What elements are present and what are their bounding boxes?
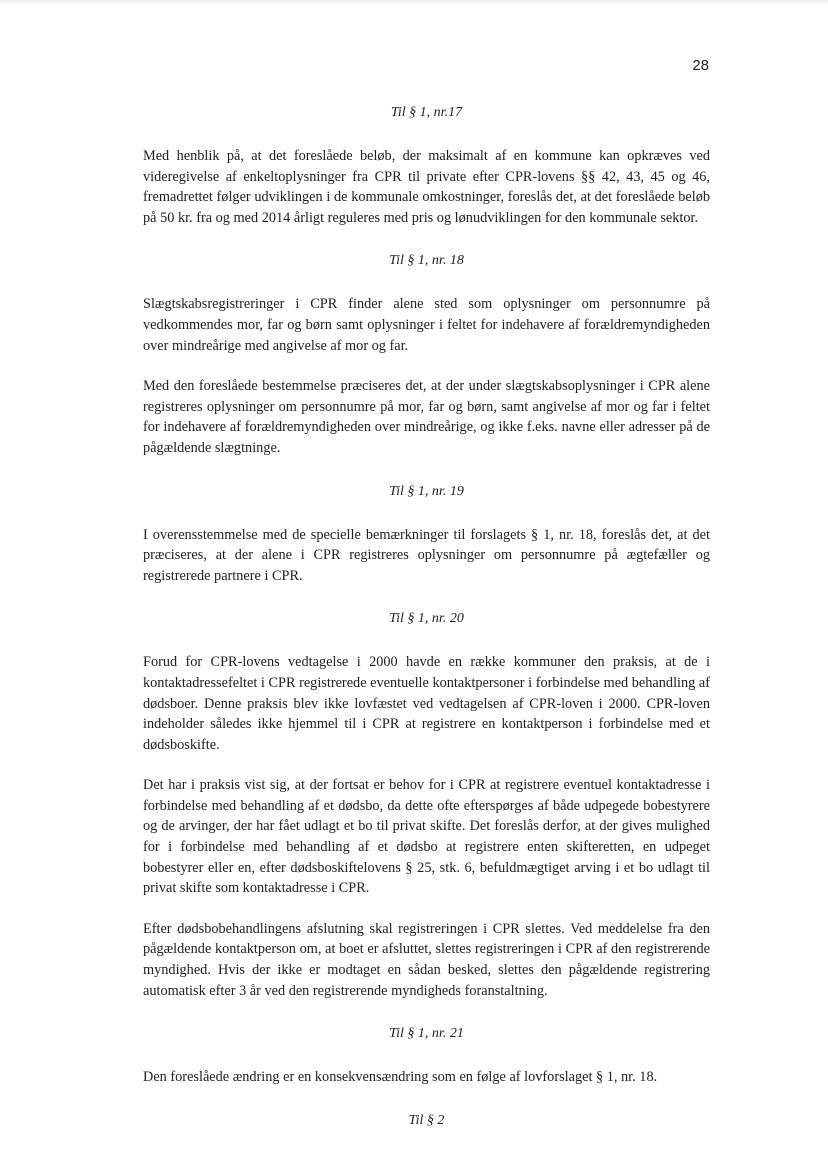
paragraph: Forud for CPR-lovens vedtagelse i 2000 havde en række kommuner den praksis, at de i kontaktadressefeltet i CPR registrerede eventuelle kontaktpersoner i forbindelse med behandling af dødsboer. Denne praksis blev ikke lovfæstet ved vedtagelsen af CPR-loven i 2000. CPR-loven indeholder således ikke hjemmel til i CPR at registrere en kontaktperson i forbindelse med et dødsboskifte. bbox=[143, 654, 710, 753]
paragraph: I overensstemmelse med de specielle bemærkninger til forslagets § 1, nr. 18, foreslås det, at det præciseres, at der alene i CPR registreres oplysninger om personnumre på ægtefæller og registrerede partnere i CPR. bbox=[143, 526, 710, 584]
section-heading: Til § 1, nr. 18 bbox=[389, 253, 464, 269]
section-paragraph-2 bbox=[143, 1111, 710, 1131]
page-number: 28 bbox=[692, 57, 709, 74]
section-heading: Til § 1, nr. 21 bbox=[389, 1026, 464, 1042]
section-nr-18 bbox=[143, 251, 710, 481]
document-body bbox=[143, 103, 710, 1131]
section-nr-17 bbox=[143, 103, 710, 251]
paragraph: Slægtskabsregistreringer i CPR finder alene sted som oplysninger om personnumre på vedkommendes mor, far og børn samt oplysninger i feltet for indehavere af forældremyndigheden over mindreårige med angivelse af mor og far. bbox=[143, 296, 710, 354]
section-nr-19 bbox=[143, 482, 710, 610]
paragraph: Den foreslåede ændring er en konsekvensændring som en følge af lovforslaget § 1, nr. 18. bbox=[143, 1069, 658, 1086]
section-heading: Til § 1, nr. 20 bbox=[389, 611, 464, 627]
section-nr-20 bbox=[143, 609, 710, 1024]
paragraph: Det har i praksis vist sig, at der fortsat er behov for i CPR at registrere eventuel kontaktadresse i forbindelse med behandling af et dødsbo, da dette ofte efterspørges af både udpegede bobestyrere og de arvinger, der har fået udlagt et bo til privat skifte. Det foreslås derfor, at der gives mulighed for i forbindelse med behandling af et dødsbo at registrere enten skifteretten, en udpeget bobestyrer eller en, efter dødsboskiftelovens § 25, stk. 6, befuldmægtiget arving i et bo udlagt til privat skifte som kontaktadresse i CPR. bbox=[143, 777, 710, 897]
section-heading: Til § 1, nr. 19 bbox=[389, 483, 464, 499]
section-heading: Til § 2 bbox=[408, 1112, 445, 1128]
paragraph: Med henblik på, at det foreslåede beløb, der maksimalt af en kommune kan opkræves ved videregivelse af enkeltoplysninger fra CPR til private efter CPR-lovens §§ 42, 43, 45 og 46, fremadrettet følger udviklingen i de kommunale omkostninger, foreslås det, at det foreslåede beløb på 50 kr. fra og med 2014 årligt reguleres med pris og lønudviklingen for den kommunale sektor. bbox=[143, 148, 710, 226]
paragraph: Med den foreslåede bestemmelse præciseres det, at der under slægtskabsoplysninger i CPR alene registreres oplysninger om personnumre på mor, far og børn, samt angivelse af mor og far i feltet for indehavere af forældremyndigheden over mindreårige, og ikke f.eks. navne eller adresser på de pågældende slægtninge. bbox=[143, 378, 710, 456]
section-nr-21 bbox=[143, 1024, 710, 1111]
paragraph: Efter dødsbobehandlingens afslutning skal registreringen i CPR slettes. Ved meddelelse fra den pågældende kontaktperson om, at boet er afsluttet, slettes registreringen i CPR af den registrerende myndighed. Hvis der ikke er modtaget en sådan besked, slettes den pågældende registrering automatisk efter 3 år ved den registrerende myndigheds foranstaltning. bbox=[143, 920, 710, 999]
scan-edge bbox=[0, 0, 828, 4]
section-heading: Til § 1, nr.17 bbox=[390, 105, 463, 120]
